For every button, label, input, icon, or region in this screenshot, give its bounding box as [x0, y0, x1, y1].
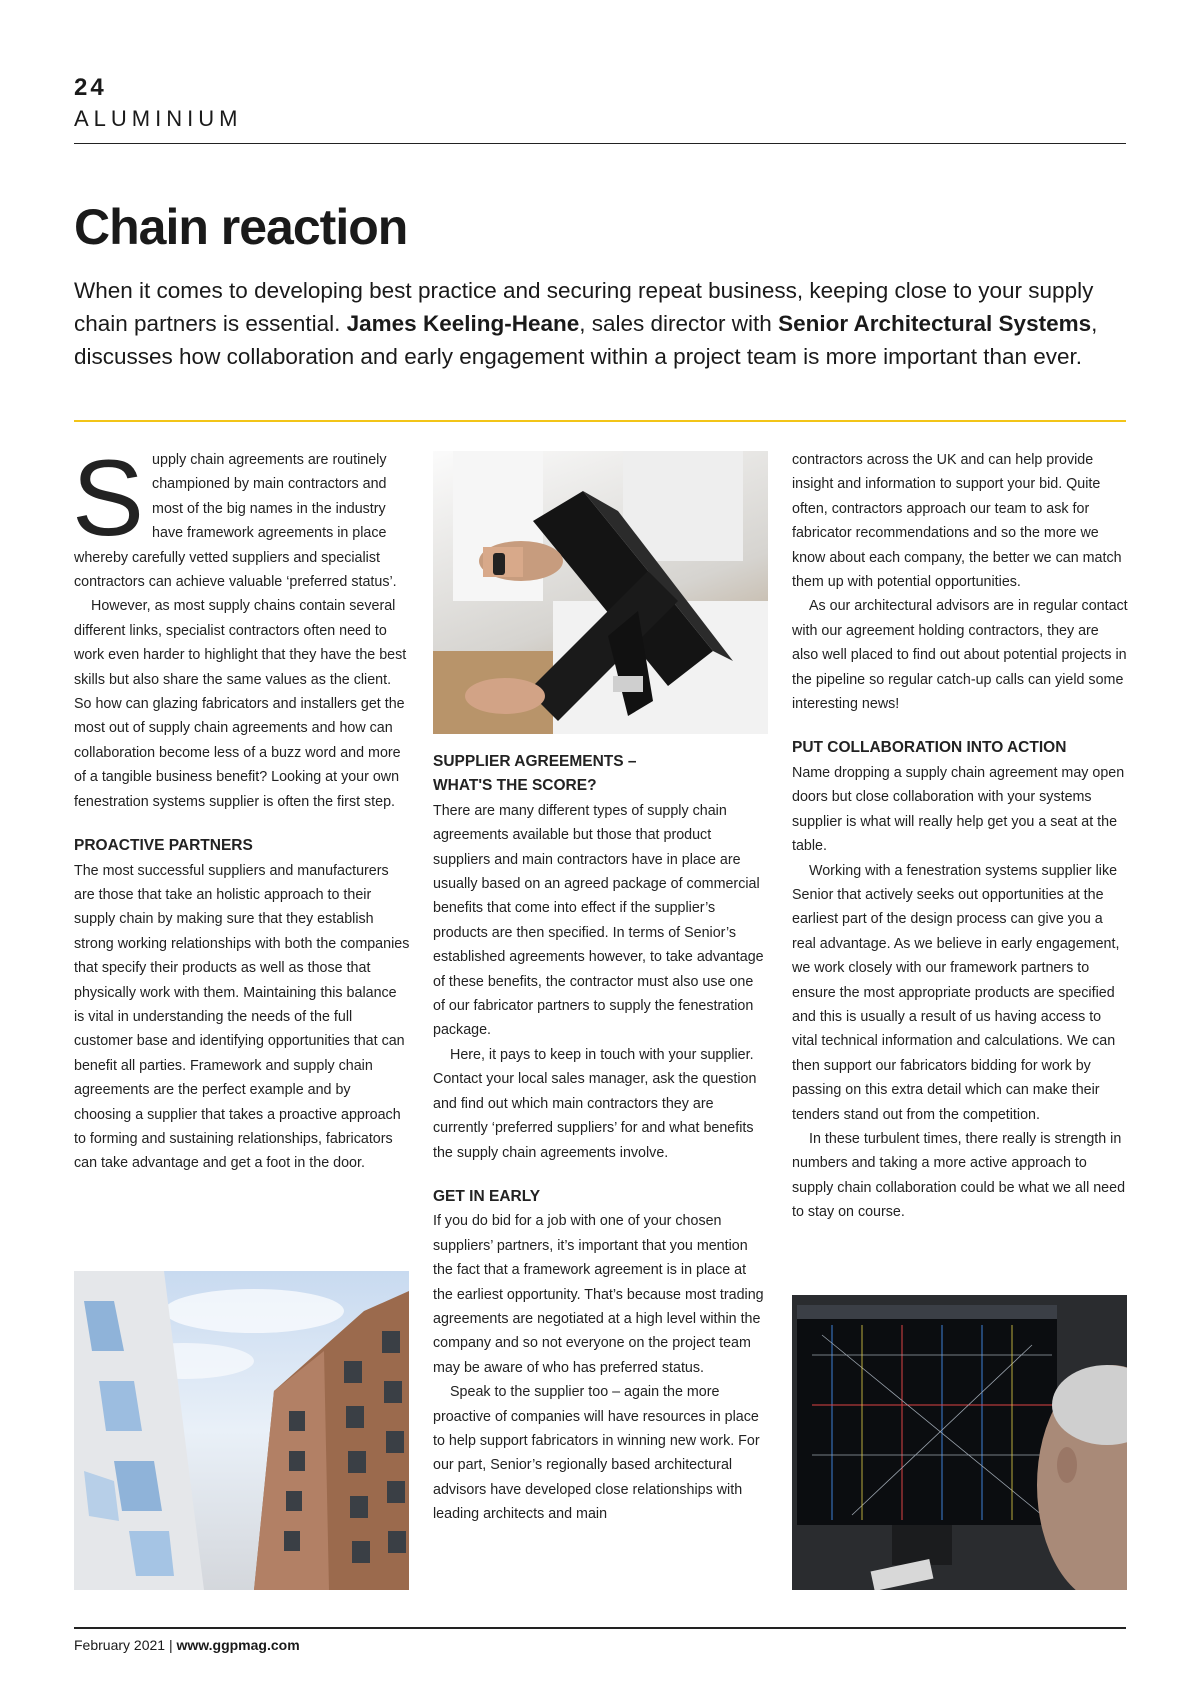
body-paragraph: Working with a fenestration systems supplier like Senior that actively seeks out opportunities at the earliest part of the design process can give you a real advantage. As we believe in early engagement, we work closely with our framework partners to ensure the most appropriate products are specified and this is usually a result of us having access to vital technical information and calculations. We can then support our fabricators bidding for work by passing on this extra detail which can make their tenders stand out from the competition.: [792, 862, 1120, 1123]
standfirst: [74, 274, 1134, 373]
body-paragraph: Speak to the supplier too – again the more proactive of companies will have resources in place to help support fabricators in winning new work. For our part, Senior’s regionally based architectural advisors have developed close relationships with leading architects and main: [433, 1384, 760, 1523]
standfirst-text-3: , discusses how collaboration and early engagement within a project team is more important than ever.: [74, 311, 1098, 369]
intro-paragraph: [72, 437, 410, 594]
column-3: [792, 448, 1128, 1225]
spacer: [792, 716, 1128, 736]
bottom-rule: [74, 1627, 1126, 1629]
column-1: [72, 437, 410, 1176]
spacer: [433, 1165, 769, 1185]
body-paragraph: contractors across the UK and can help provide insight and information to support your bid. Quite often, contractors approach our team to ask for fabricator recommendations and so the more we know about each company, the better we can match them up with potential opportunities.: [792, 452, 1122, 591]
footer-date: February 2021 |: [74, 1637, 177, 1653]
page-number: 24: [74, 74, 107, 101]
intro-text: upply chain agreements are routinely championed by main contractors and most of the big names in the industry have framework agreements in place whereby carefully vetted suppliers and specialist contractors can achieve valuable ‘preferred status’.: [74, 452, 397, 591]
company-name: Senior Architectural Systems: [778, 311, 1092, 336]
body-paragraph: If you do bid for a job with one of your chosen suppliers’ partners, it’s important that you mention the fact that a framework agreement is in place at the earliest opportunity. That’s because most trading agreements are negotiated at a high level within the company and so not everyone on the project team may be aware of who has preferred status.: [433, 1213, 764, 1376]
yellow-divider: [74, 420, 1126, 422]
spacer: [74, 814, 410, 834]
standfirst-text-2: , sales director with: [579, 311, 779, 336]
subheading-proactive-partners: PROACTIVE PARTNERS: [74, 837, 253, 855]
body-paragraph: Here, it pays to keep in touch with your supplier. Contact your local sales manager, ask the question and find out which main contractors they are currently ‘preferred suppliers’ for and what benefits the supply chain agreements involve.: [433, 1046, 757, 1161]
photo-building: [74, 1271, 409, 1590]
body-paragraph: As our architectural advisors are in regular contact with our agreement holding contractors, they are also well placed to find out about potential projects in the pipeline so regular catch-up calls can yield some interesting news!: [792, 598, 1128, 713]
body-paragraph: There are many different types of supply chain agreements available but those that product suppliers and main contractors have in place are usually based on an agreed package of commercial benefits that come into effect if the supplier’s products are then specified. In terms of Senior’s established agreements however, to take advantage of these benefits, the contractor must also use one of our fabricator partners to supply the fenestration package.: [433, 802, 764, 1039]
subheading-supplier-agreements: SUPPLIER AGREEMENTS – WHAT'S THE SCORE?: [433, 753, 637, 795]
standfirst-text-1: When it comes to developing best practice and securing repeat business, keeping close to your supply chain partners is essential.: [74, 278, 1094, 336]
footer: [74, 1637, 300, 1653]
column-2: [433, 750, 769, 1527]
footer-url[interactable]: www.ggpmag.com: [176, 1637, 300, 1653]
article-title: Chain reaction: [74, 199, 408, 255]
profile-illustration: [433, 451, 768, 734]
subheading-collaboration-action: PUT COLLABORATION INTO ACTION: [792, 739, 1067, 757]
body-paragraph: The most successful suppliers and manufacturers are those that take an holistic approach to their supply chain by making sure that they establish strong working relationships with both the companies that specify their products as well as those that physically work with them. Maintaining this balance is vital in understanding the needs of the full customer base and identifying opportunities that can benefit all parties. Framework and supply chain agreements are the perfect example and by choosing a supplier that takes a proactive approach to forming and sustaining relationships, fabricators can take advantage and get a foot in the door.: [74, 862, 410, 1172]
building-illustration: [74, 1271, 409, 1590]
cad-illustration: [792, 1295, 1127, 1590]
section-label: ALUMINIUM: [74, 106, 243, 131]
body-paragraph: Name dropping a supply chain agreement may open doors but close collaboration with your systems supplier is what will really help get you a seat at the table.: [792, 764, 1125, 855]
subheading-get-in-early: GET IN EARLY: [433, 1187, 541, 1205]
photo-cad-screen: [792, 1295, 1127, 1590]
drop-cap: S: [72, 437, 145, 558]
author-name: James Keeling-Heane: [346, 311, 580, 336]
body-paragraph: However, as most supply chains contain several different links, specialist contractors often need to work even harder to highlight that they have the best skills but also share the same values as the client. So how can glazing fabricators and installers get the most out of supply chain agreements and how can collaboration become less of a buzz word and more of a tangible business benefit? Looking at your own fenestration systems supplier is often the first step.: [74, 598, 407, 810]
body-paragraph: In these turbulent times, there really is strength in numbers and taking a more active approach to supply chain collaboration could be what we all need to stay on course.: [792, 1130, 1126, 1221]
photo-aluminium-profile: [433, 451, 768, 734]
top-rule: [74, 143, 1126, 144]
